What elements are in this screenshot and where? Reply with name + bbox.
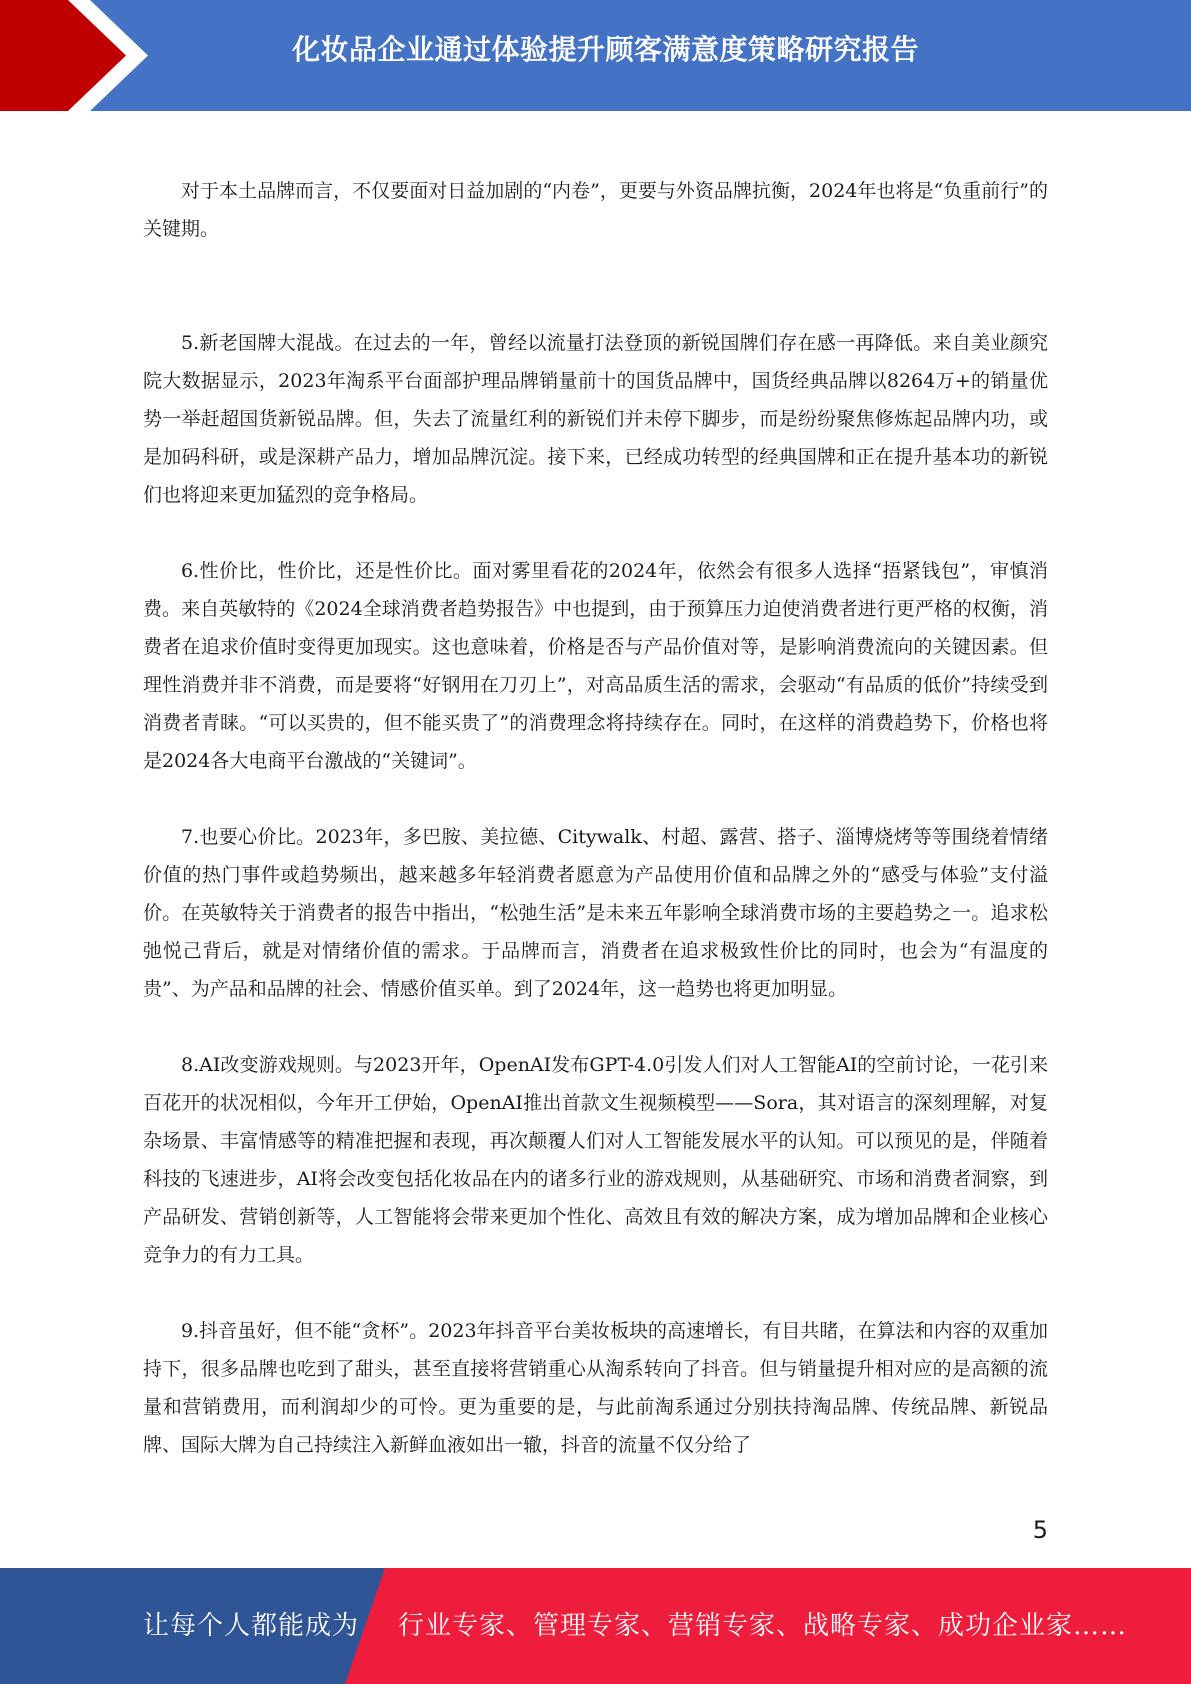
report-title: 化妆品企业通过体验提升顾客满意度策略研究报告 (291, 33, 919, 66)
paragraph-point-6: 6.性价比，性价比，还是性价比。面对雾里看花的2024年，依然会有很多人选择“捂紧钱包”，审慎消费。来自英敏特的《2024全球消费者趋势报告》中也提到，由于预算压力迫使消费者进行更严格的权衡，消费者在追求价值时变得更加现实。这也意味着，价格是否与产品价值对等，是影响消费流向的关键因素。但理性消费并非不消费，而是要将“好钢用在刀刃上”，对高品质生活的需求，会驱动“有品质的低价”持续受到消费者青睐。“可以买贵的，但不能买贵了”的消费理念将持续存在。同时，在这样的消费趋势下，价格也将是2024各大电商平台激战的“关键词”。 (143, 560, 1048, 772)
paragraph-point-8: 8.AI改变游戏规则。与2023开年，OpenAI发布GPT-4.0引发人们对人工智能AI的空前讨论，一花引来百花开的状况相似，今年开工伊始，OpenAI推出首款文生视频模型——Sora，其对语言的深刻理解，对复杂场景、丰富情感等的精准把握和表现，再次颠覆人们对人工智能发展水平的认知。可以预见的是，伴随着科技的飞速进步，AI将会改变包括化妆品在内的诸多行业的游戏规则，从基础研究、市场和消费者洞察，到产品研发、营销创新等，人工智能将会带来更加个性化、高效且有效的解决方案，成为增加品牌和企业核心竞争力的有力工具。 (143, 1054, 1048, 1266)
page-number: 5 (1032, 1516, 1048, 1544)
paragraph-point-7: 7.也要心价比。2023年，多巴胺、美拉德、Citywalk、村超、露营、搭子、淄博烧烤等等围绕着情绪价值的热门事件或趋势频出，越来越多年轻消费者愿意为产品使用价值和品牌之外的“感受与体验”支付溢价。在英敏特关于消费者的报告中指出，“松弛生活”是未来五年影响全球消费市场的主要趋势之一。追求松弛悦己背后，就是对情绪价值的需求。于品牌而言，消费者在追求极致性价比的同时，也会为“有温度的贵”、为产品和品牌的社会、情感价值买单。到了2024年，这一趋势也将更加明显。 (143, 826, 1048, 1000)
paragraph-point-5: 5.新老国牌大混战。在过去的一年，曾经以流量打法登顶的新锐国牌们存在感一再降低。来自美业颜究院大数据显示，2023年淘系平台面部护理品牌销量前十的国货品牌中，国货经典品牌以8264万+的销量优势一举赶超国货新锐品牌。但，失去了流量红利的新锐们并未停下脚步，而是纷纷聚焦修炼起品牌内功，或是加码科研，或是深耕产品力，增加品牌沉淀。接下来，已经成功转型的经典国牌和正在提升基本功的新锐们也将迎来更加猛烈的竞争格局。 (143, 332, 1048, 506)
footer-slogan-left: 让每个人都能成为 (143, 1611, 360, 1641)
header-chevron-icon (0, 0, 150, 111)
paragraph-intro: 对于本土品牌而言，不仅要面对日益加剧的“内卷”，更要与外资品牌抗衡，2024年也将是“负重前行”的关键期。 (143, 180, 1048, 240)
footer-band (0, 1568, 1191, 1684)
footer-slogan-right: 行业专家、管理专家、营销专家、战略专家、成功企业家…… (398, 1611, 1128, 1641)
paragraph-point-9: 9.抖音虽好，但不能“贪杯”。2023年抖音平台美妆板块的高速增长，有目共睹，在算法和内容的双重加持下，很多品牌也吃到了甜头，甚至直接将营销重心从淘系转向了抖音。但与销量提升相对应的是高额的流量和营销费用，而利润却少的可怜。更为重要的是，与此前淘系通过分别扶持淘品牌、传统品牌、新锐品牌、国际大牌为自己持续注入新鲜血液如出一辙，抖音的流量不仅分给了 (143, 1320, 1048, 1456)
document-body (143, 172, 1048, 1464)
header-band (0, 0, 1191, 111)
